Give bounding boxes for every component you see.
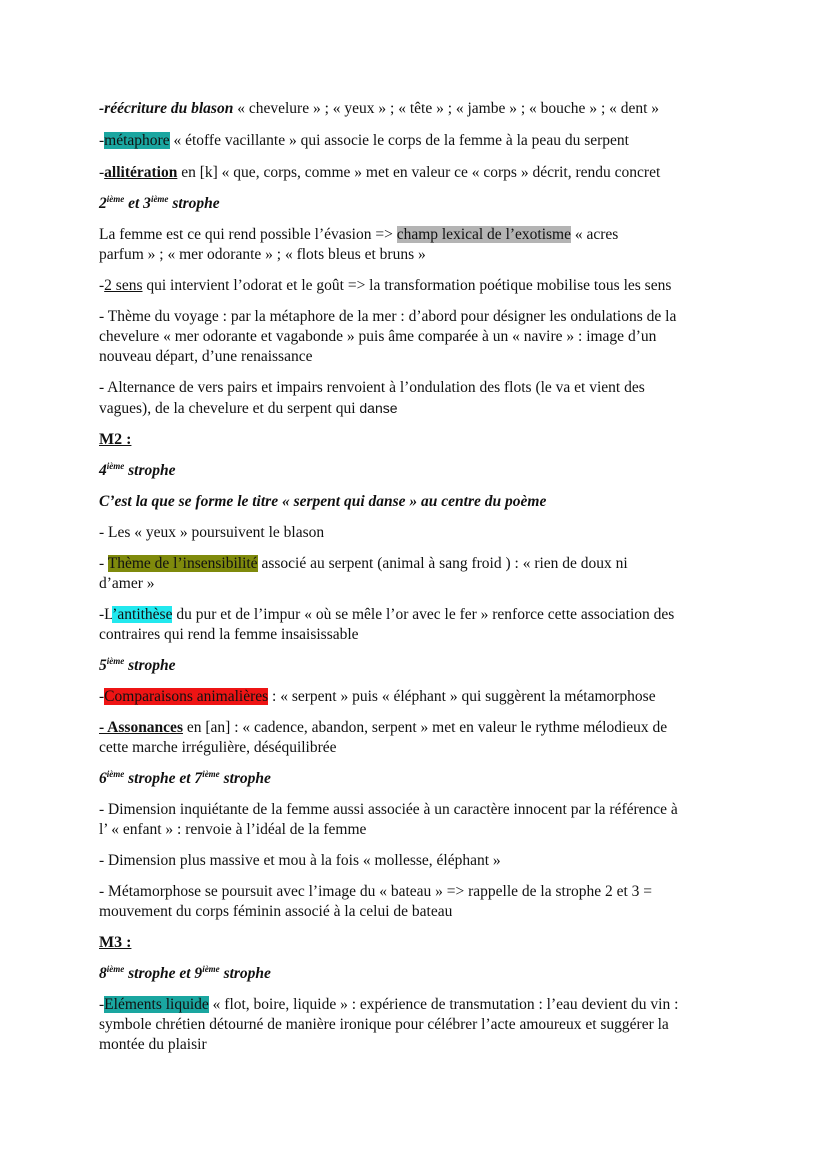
section-m3: M3 : bbox=[99, 934, 132, 951]
metaphor-text: « étoffe vacillante » qui associe le corps de la femme à la peau du serpent bbox=[169, 132, 629, 149]
heading-strophe-4 bbox=[99, 461, 739, 481]
heading-strophe-6-7 bbox=[99, 769, 739, 789]
alternance-line-1: - Alternance de vers pairs et impairs renvoient à l’ondulation des flots (le va et vient des bbox=[99, 379, 645, 396]
senses-paragraph bbox=[99, 276, 739, 296]
evasion-line-2: parfum » ; « mer odorante » ; « flots bleus et bruns » bbox=[99, 246, 426, 263]
alliteration-term: allitération bbox=[104, 164, 178, 181]
dash: - bbox=[99, 688, 105, 705]
heading-suffix: ième bbox=[202, 964, 220, 974]
heading-suffix: ième bbox=[106, 656, 125, 666]
heading-suffix: ième bbox=[106, 964, 125, 974]
alternance-line-2: vagues), de la chevelure et du serpent qui bbox=[99, 400, 360, 417]
dash: - bbox=[99, 996, 105, 1013]
heading-suffix: ième bbox=[106, 194, 125, 204]
antithesis-highlight: ’antithèse bbox=[112, 606, 173, 623]
heading-strophe-2-3 bbox=[99, 194, 739, 214]
senses-underlined: 2 sens bbox=[104, 277, 143, 294]
heading-number: 6 bbox=[99, 770, 107, 787]
heading-end: strophe bbox=[219, 770, 271, 787]
heading-strophe-5 bbox=[99, 656, 739, 676]
metaphor-paragraph bbox=[99, 131, 739, 151]
metamorphosis-line-2: mouvement du corps féminin associé à la celui de bateau bbox=[99, 903, 453, 920]
comparisons-paragraph bbox=[99, 687, 739, 707]
dash: -L bbox=[99, 606, 113, 623]
alliteration-paragraph bbox=[99, 163, 739, 183]
dash: - bbox=[99, 164, 105, 181]
alternance-paragraph bbox=[99, 378, 739, 419]
heading-number: 8 bbox=[99, 965, 107, 982]
heading-middle: et 3 bbox=[124, 195, 151, 212]
metamorphosis-line-1: - Métamorphose se poursuit avec l’image du « bateau » => rappelle de la strophe 2 et 3 = bbox=[99, 883, 653, 900]
senses-text: qui intervient l’odorat et le goût => la transformation poétique mobilise tous les sens bbox=[142, 277, 672, 294]
heading-suffix: ième bbox=[106, 461, 125, 471]
evasion-rest: « acres bbox=[571, 226, 619, 243]
evasion-text: La femme est ce qui rend possible l’évasion => bbox=[99, 226, 397, 243]
alternance-danse: danse bbox=[359, 400, 398, 416]
heading-number: 5 bbox=[99, 657, 107, 674]
comparisons-text: : « serpent » puis « éléphant » qui suggèrent la métamorphose bbox=[268, 688, 656, 705]
rewrite-paragraph bbox=[99, 99, 739, 119]
insensibility-paragraph bbox=[99, 554, 739, 594]
heading-end: strophe bbox=[124, 462, 176, 479]
document-page bbox=[99, 99, 739, 1066]
heading-suffix: ième bbox=[150, 194, 169, 204]
voyage-paragraph bbox=[99, 307, 739, 367]
heading-end: strophe bbox=[168, 195, 220, 212]
yeux-paragraph: - Les « yeux » poursuivent le blason bbox=[99, 524, 325, 541]
heading-suffix: ième bbox=[106, 769, 125, 779]
dash: - bbox=[99, 132, 105, 149]
assonances-term: - Assonances bbox=[99, 719, 183, 736]
voyage-line-2: chevelure « mer odorante et vagabonde » puis âme comparée à un « navire » : image d’un bbox=[99, 328, 657, 345]
section-m2: M2 : bbox=[99, 431, 132, 448]
exotism-highlight: champ lexical de l’exotisme bbox=[396, 226, 571, 243]
heading-middle: strophe et 9 bbox=[124, 965, 203, 982]
heading-strophe-8-9 bbox=[99, 964, 739, 984]
liquid-text: « flot, boire, liquide » : expérience de transmutation : l’eau devient du vin : bbox=[208, 996, 679, 1013]
heading-end: strophe bbox=[124, 657, 176, 674]
alliteration-text: en [k] « que, corps, comme » met en valeur ce « corps » décrit, rendu concret bbox=[177, 164, 661, 181]
heading-middle: strophe et 7 bbox=[124, 770, 203, 787]
antithesis-paragraph bbox=[99, 605, 739, 645]
inquietante-paragraph bbox=[99, 800, 739, 840]
dash: - bbox=[99, 555, 108, 572]
heading-number: 4 bbox=[99, 462, 107, 479]
title-paragraph: C’est la que se forme le titre « serpent qui danse » au centre du poème bbox=[99, 493, 547, 510]
insensibility-line-2: d’amer » bbox=[99, 575, 155, 592]
rewrite-text: « chevelure » ; « yeux » ; « tête » ; « jambe » ; « bouche » ; « dent » bbox=[233, 100, 660, 117]
inquietante-line-1: - Dimension inquiétante de la femme aussi associée à un caractère innocent par la référence à bbox=[99, 801, 678, 818]
liquid-line-3: montée du plaisir bbox=[99, 1036, 207, 1053]
assonances-line-2: cette marche irrégulière, déséquilibrée bbox=[99, 739, 337, 756]
liquid-highlight: Eléments liquide bbox=[104, 996, 209, 1013]
comparisons-highlight: Comparaisons animalières bbox=[104, 688, 269, 705]
inquietante-line-2: l’ « enfant » : renvoie à l’idéal de la femme bbox=[99, 821, 367, 838]
insensibility-highlight: Thème de l’insensibilité bbox=[107, 555, 258, 572]
evasion-paragraph bbox=[99, 225, 739, 265]
insensibility-text: associé au serpent (animal à sang froid ) : « rien de doux ni bbox=[257, 555, 628, 572]
heading-suffix: ième bbox=[202, 769, 220, 779]
assonances-text: en [an] : « cadence, abandon, serpent » met en valeur le rythme mélodieux de bbox=[182, 719, 668, 736]
voyage-line-1: - Thème du voyage : par la métaphore de la mer : d’abord pour désigner les ondulations de la bbox=[99, 308, 677, 325]
voyage-line-3: nouveau départ, d’une renaissance bbox=[99, 348, 313, 365]
heading-end: strophe bbox=[219, 965, 271, 982]
assonances-paragraph bbox=[99, 718, 739, 758]
massive-paragraph: - Dimension plus massive et mou à la fois « mollesse, éléphant » bbox=[99, 852, 501, 869]
dash: - bbox=[99, 277, 105, 294]
rewrite-label: -réécriture du blason bbox=[99, 100, 234, 117]
liquid-paragraph bbox=[99, 995, 739, 1055]
antithesis-line-2: contraires qui rend la femme insaisissable bbox=[99, 626, 359, 643]
heading-number: 2 bbox=[99, 195, 107, 212]
antithesis-text: du pur et de l’impur « où se mêle l’or avec le fer » renforce cette association des bbox=[172, 606, 675, 623]
metamorphosis-paragraph bbox=[99, 882, 739, 922]
metaphor-highlight: métaphore bbox=[104, 132, 170, 149]
liquid-line-2: symbole chrétien détourné de manière ironique pour célébrer l’acte amoureux et suggérer la bbox=[99, 1016, 669, 1033]
